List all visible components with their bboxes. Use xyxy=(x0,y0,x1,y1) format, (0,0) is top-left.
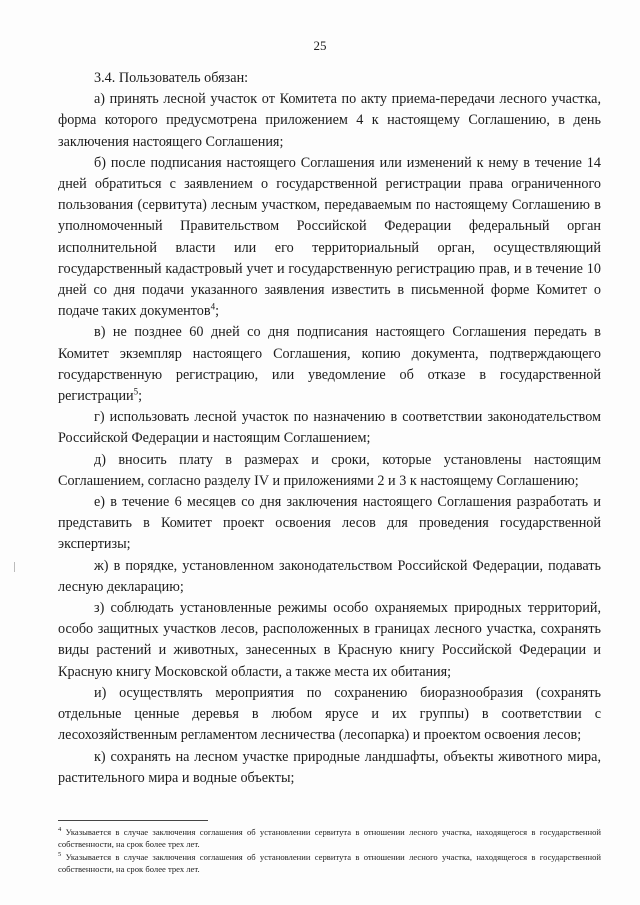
obligation-a: а) принять лесной участок от Комитета по акту приема-передачи лесного участка, форма которого предусмотрена приложением 4 к настоящему Соглашению, в день заключения настоящего Соглашения; xyxy=(58,91,601,150)
margin-mark xyxy=(14,562,15,572)
section-heading: 3.4. Пользователь обязан: xyxy=(94,70,249,86)
obligation-b: б) после подписания настоящего Соглашения или изменений к нему в течение 14 дней обратиться с заявлением о государственной регистрации права ограниченного пользования (сервитута) лесным участком, передаваемым по настоящему Соглашению в уполномоченный Правительством Российской Федерации федеральный орган исполнительной власти или его территориальный орган, осуществляющий государственный кадастровый учет и государственную регистрацию прав, и в течение 10 дней со дня подачи указанного заявления известить в письменной форме Комитет о подаче таких документов$^4$; xyxy=(58,154,601,320)
obligation-k: к) сохранять на лесном участке природные ландшафты, объекты животного мира, растительного мира и водные объекты; xyxy=(58,748,601,786)
footnote-5: $^5$ Указывается в случае заключения соглашения об установлении сервитута в отношении лесного участка, находящегося в государственной собственности, на срок более трех лет. xyxy=(58,851,602,874)
footnotes xyxy=(58,820,601,877)
document-body xyxy=(58,68,601,789)
obligation-e: е) в течение 6 месяцев со дня заключения настоящего Соглашения разработать и представить в Комитет проект освоения лесов для проведения государственной экспертизы; xyxy=(58,494,601,553)
obligation-g: г) использовать лесной участок по назначению в соответствии законодательством Российской Федерации и настоящим Соглашением; xyxy=(58,409,601,447)
obligation-d: д) вносить плату в размерах и сроки, которые установлены настоящим Соглашением, согласно разделу IV и приложениями 2 и 3 к настоящему Соглашению; xyxy=(58,451,601,489)
obligation-i: и) осуществлять мероприятия по сохранению биоразнообразия (сохранять отдельные ценные деревья в любом ярусе и их группы) в соответствии с лесохозяйственным регламентом лесничества (лесопарка) и проектом освоения лесов; xyxy=(58,684,601,744)
footnote-ref-5: 5 xyxy=(133,386,139,397)
obligation-zh: ж) в порядке, установленном законодательством Российской Федерации, подавать лесную декларацию; xyxy=(58,557,601,595)
page-number: 25 xyxy=(313,38,327,53)
obligation-v: в) не позднее 60 дней со дня подписания настоящего Соглашения передать в Комитет экземпляр настоящего Соглашения, копию документа, подтверждающего государственную регистрацию, или уведомление об отказе в государственной регистрации$^5$; xyxy=(58,324,601,405)
footnote-4: $^4$ Указывается в случае заключения соглашения об установлении сервитута в отношении лесного участка, находящегося в государственной собственности, на срок более трех лет. xyxy=(58,826,602,849)
footnote-separator xyxy=(58,820,208,821)
obligation-z: з) соблюдать установленные режимы особо охраняемых природных территорий, особо защитных участков лесов, расположенных в границах лесного участка, сохранять виды растений и животных, занесенных в Красную книгу Российской Федерации и Красную книгу Московской области, а также места их обитания; xyxy=(58,600,601,680)
footnote-ref-4: 4 xyxy=(210,301,216,312)
